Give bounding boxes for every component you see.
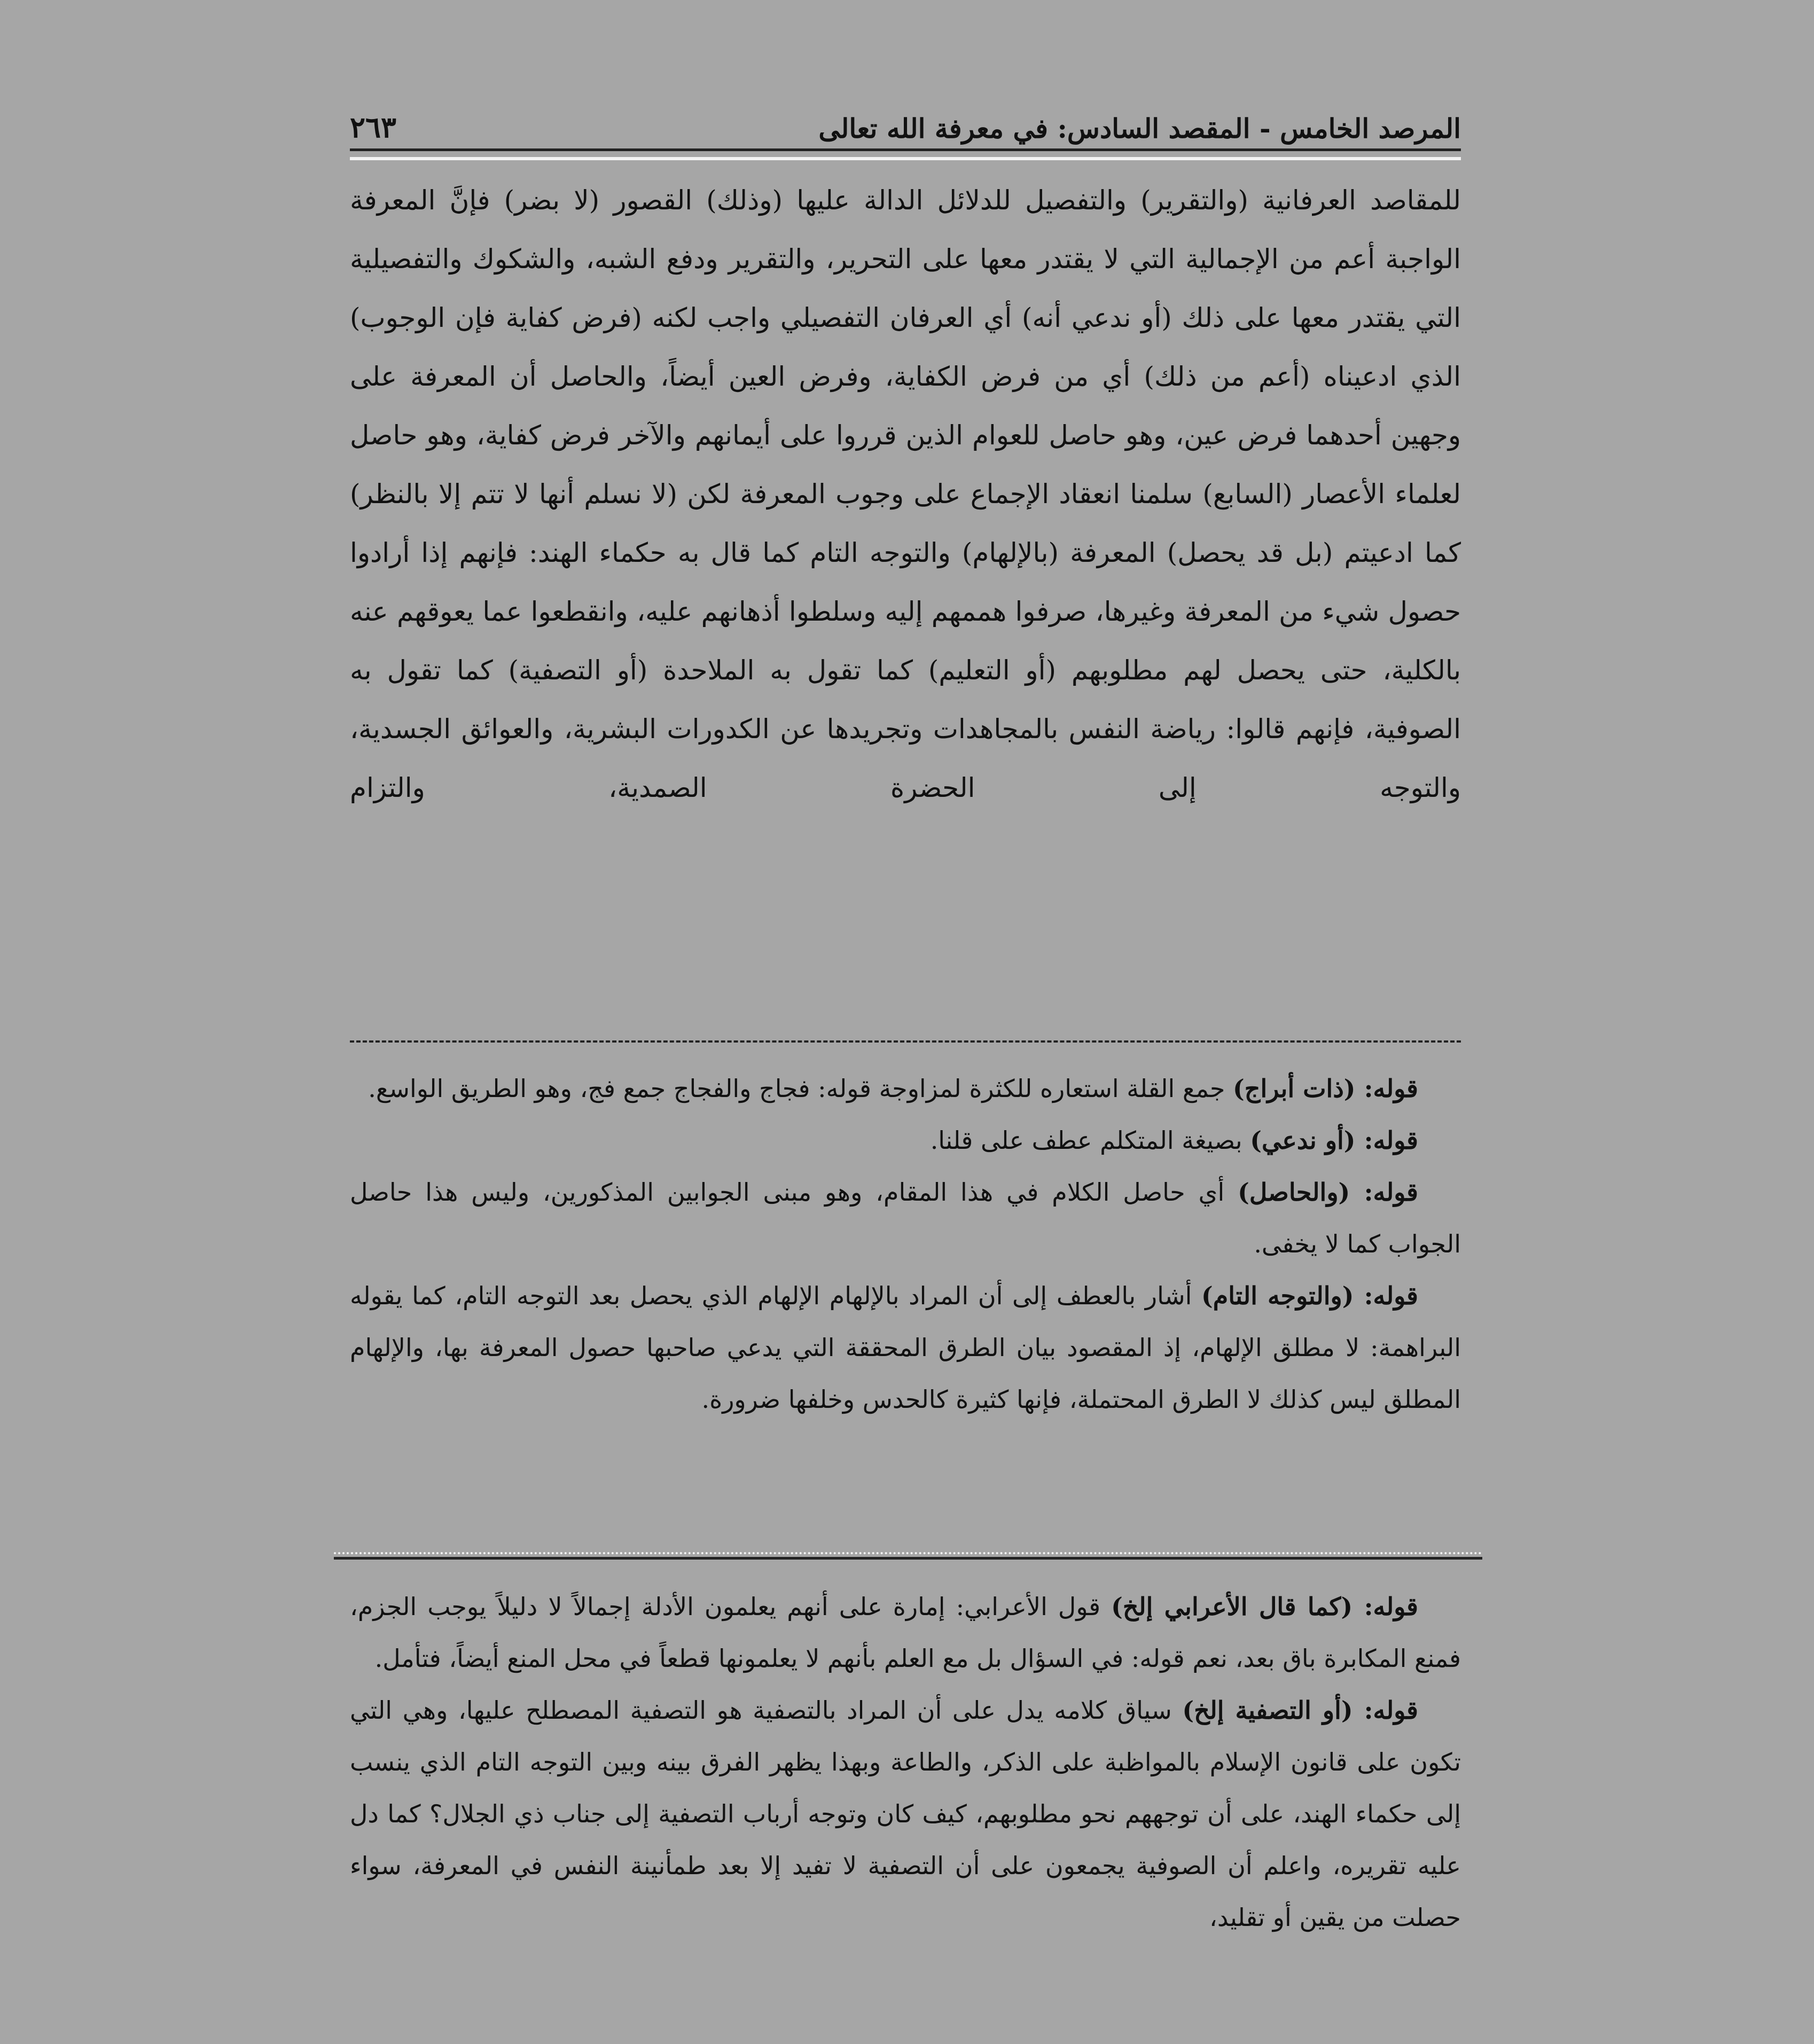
note-label: قوله: (والتوجه التام) — [1201, 1281, 1418, 1310]
commentary-note — [350, 1166, 1461, 1270]
note-text: أي حاصل الكلام في هذا المقام، وهو مبنى الجوابين المذكورين، وليس هذا حاصل الجواب كما لا يخفى. — [350, 1178, 1461, 1258]
dashed-separator — [350, 1040, 1461, 1043]
page-number: ٢٦٣ — [350, 110, 397, 144]
commentary-note — [350, 1115, 1461, 1166]
commentary-note — [350, 1063, 1461, 1115]
note-text: أشار بالعطف إلى أن المراد بالإلهام الإلهام الذي يحصل بعد التوجه التام، كما يقوله البراهمة: لا مطلق الإلهام، إذ المقصود بيان الطرق المحققة التي يدعي صاحبها حصول المعرفة بها، والإلهام المطلق ليس كذلك لا الطرق المحتملة، فإنها كثيرة كالحدس وخلفها ضرورة. — [350, 1281, 1461, 1414]
solid-separator — [334, 1557, 1482, 1560]
header-rule-highlight — [350, 157, 1461, 160]
main-paragraph: للمقاصد العرفانية (والتقرير) والتفصيل للدلائل الدالة عليها (وذلك) القصور (لا بضر) فإنَّ المعرفة الواجبة أعم من الإجمالية التي لا يقتدر معها على التحرير، والتقرير ودفع الشبه، والشكوك والتفصيلية التي يقتدر معها على ذلك (أو ندعي أنه) أي العرفان التفصيلي واجب لكنه (فرض كفاية فإن الوجوب) الذي ادعيناه (أعم من ذلك) أي من فرض الكفاية، وفرض العين أيضاً، والحاصل أن المعرفة على وجهين أحدهما فرض عين، وهو حاصل للعوام الذين قرروا على أيمانهم والآخر فرض كفاية، وهو حاصل لعلماء الأعصار (السابع) سلمنا انعقاد الإجماع على وجوب المعرفة لكن (لا نسلم أنها لا تتم إلا بالنظر) كما ادعيتم (بل قد يحصل) المعرفة (بالإلهام) والتوجه التام كما قال به حكماء الهند: فإنهم إذا أرادوا حصول شيء من المعرفة وغيرها، صرفوا هممهم إليه وسلطوا أذهانهم عليه، وانقطعوا عما يعوقهم عنه بالكلية، حتى يحصل لهم مطلوبهم (أو التعليم) كما تقول به الملاحدة (أو التصفية) كما تقول به الصوفية، فإنهم قالوا: رياضة النفس بالمجاهدات وتجريدها عن الكدورات البشرية، والعوائق الجسدية، والتوجه إلى الحضرة الصمدية، والتزام — [350, 185, 1461, 803]
note-label: قوله: (أو ندعي) — [1250, 1126, 1418, 1155]
note-text: قول الأعرابي: إمارة على أنهم يعلمون الأدلة إجمالاً لا دليلاً يوجب الجزم، فمنع المكابرة باق بعد، نعم قوله: في السؤال بل مع العلم بأنهم لا يعلمونها قطعاً في محل المنع أيضاً، فتأمل. — [350, 1592, 1461, 1673]
commentary-note — [350, 1270, 1461, 1426]
note-label: قوله: (ذات أبراج) — [1233, 1074, 1418, 1103]
main-text-block — [350, 171, 1461, 817]
book-page — [350, 85, 1461, 1933]
note-label: قوله: (أو التصفية إلخ) — [1182, 1696, 1418, 1725]
note-text: بصيغة المتكلم عطف على قلنا. — [930, 1126, 1250, 1155]
note-label: قوله: (والحاصل) — [1238, 1178, 1418, 1207]
commentary-note — [350, 1581, 1461, 1685]
running-header — [350, 96, 1461, 144]
note-text: سياق كلامه يدل على أن المراد بالتصفية هو التصفية المصطلح عليها، وهي التي تكون على قانون الإسلام بالمواظبة على الذكر، والطاعة وبهذا يظهر الفرق بينه وبين التوجه التام الذي ينسب إلى حكماء الهند، على أن توجههم نحو مطلوبهم، كيف كان وتوجه أرباب التصفية إلى جناب ذي الجلال؟ كما دل عليه تقريره، واعلم أن الصوفية يجمعون على أن التصفية لا تفيد إلا بعد طمأنينة النفس في المعرفة، سواء حصلت من يقين أو تقليد، — [350, 1696, 1461, 1932]
note-label: قوله: (كما قال الأعرابي إلخ) — [1111, 1592, 1418, 1621]
separator-highlight — [334, 1552, 1482, 1554]
commentary-block-1 — [350, 1063, 1461, 1426]
note-text: جمع القلة استعاره للكثرة لمزاوجة قوله: فجاج والفجاج جمع فج، وهو الطريق الواسع. — [368, 1074, 1233, 1103]
commentary-note — [350, 1685, 1461, 1944]
running-title: المرصد الخامس - المقصد السادس: في معرفة الله تعالى — [818, 113, 1461, 144]
commentary-block-2 — [350, 1581, 1461, 1944]
header-rule — [350, 148, 1461, 151]
